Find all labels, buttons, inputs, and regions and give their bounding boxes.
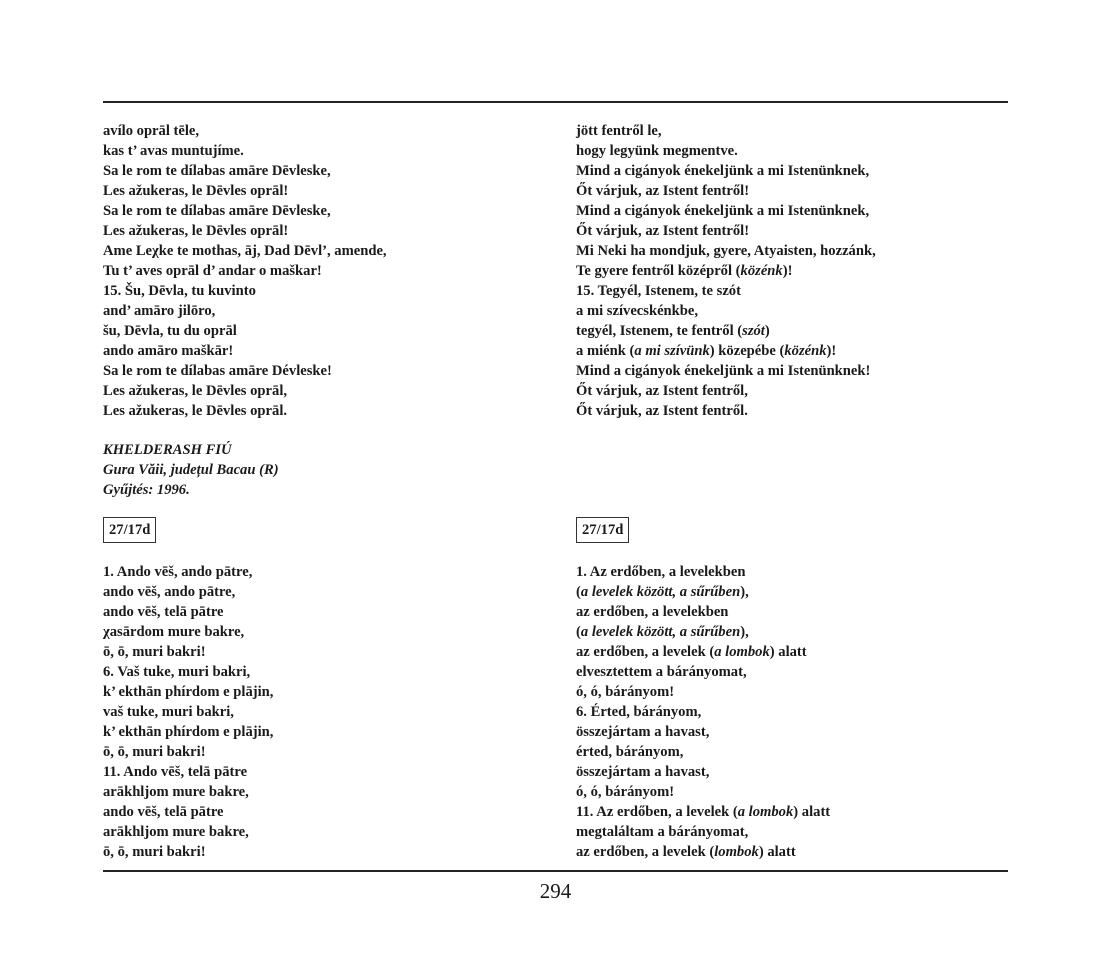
verse-line: Mind a cigányok énekeljünk a mi Istenünknek, (576, 203, 870, 219)
verse-line: avílo oprāl tēle, (103, 123, 200, 139)
romani-verses-top (103, 121, 523, 421)
verse-line: kas t’ avas muntujíme. (103, 143, 244, 159)
text-segment: ), (740, 584, 749, 600)
verse-line: megtaláltam a bárányomat, (576, 824, 749, 840)
italic-segment: lombok (714, 844, 759, 860)
text-segment: ) közepébe ( (709, 343, 785, 359)
text-segment: ( (576, 624, 581, 640)
verse-line: 6. Érted, bárányom, (576, 704, 702, 720)
italic-segment: közénk (784, 343, 827, 359)
verse-line: jött fentről le, (576, 123, 662, 139)
verse-line: Őt várjuk, az Istent fentről! (576, 183, 750, 199)
verse-line: ando vēš, ando pātre, (103, 584, 236, 600)
caption-collection-date: Gyűjtés: 1996. (103, 482, 190, 498)
verse-line: érted, bárányom, (576, 744, 684, 760)
verse-line (576, 642, 996, 662)
verse-line: šu, Dēvla, tu du oprāl (103, 323, 237, 339)
verse-line: ō, ō, muri bakri! (103, 844, 206, 860)
verse-line: χasārdom mure bakre, (103, 624, 245, 640)
italic-segment: közénk (740, 263, 783, 279)
text-segment: ) alatt (793, 804, 831, 820)
hungarian-verses-bottom (576, 562, 996, 862)
verse-line: az erdőben, a levelekben (576, 604, 729, 620)
verse-line (576, 261, 996, 281)
verse-line: ando vēš, telā pātre (103, 804, 224, 820)
text-segment: Te gyere fentről középről ( (576, 263, 741, 279)
verse-line (576, 622, 996, 642)
text-segment: a miénk ( (576, 343, 635, 359)
verse-line: a mi szívecskénkbe, (576, 303, 699, 319)
italic-segment: a lombok (714, 644, 770, 660)
italic-segment: a levelek között, a sűrűben (580, 584, 741, 600)
verse-line: Mi Neki ha mondjuk, gyere, Atyaisten, hozzánk, (576, 243, 876, 259)
text-segment: az erdőben, a levelek ( (576, 844, 715, 860)
verse-line: ō, ō, muri bakri! (103, 744, 206, 760)
hungarian-verses-top (576, 121, 996, 421)
verse-line: Les ažukeras, le Dēvles oprāl! (103, 223, 289, 239)
verse-line: ando amāro maškār! (103, 343, 234, 359)
caption-location: Gura Văii, județul Bacau (R) (103, 462, 279, 478)
verse-line: Les ažukeras, le Dēvles oprāl, (103, 383, 288, 399)
italic-segment: a levelek között, a sűrűben (580, 624, 741, 640)
text-segment: az erdőben, a levelek ( (576, 644, 715, 660)
verse-line: elvesztettem a bárányomat, (576, 664, 747, 680)
text-segment: ), (740, 624, 749, 640)
text-segment: 11. Az erdőben, a levelek ( (576, 804, 738, 820)
verse-line: k’ ekthān phírdom e plājin, (103, 724, 274, 740)
verse-line: Mind a cigányok énekeljünk a mi Istenünknek! (576, 363, 871, 379)
caption-title: KHELDERASH FIÚ (103, 442, 232, 458)
text-segment: ) alatt (758, 844, 796, 860)
verse-line: Őt várjuk, az Istent fentről, (576, 383, 748, 399)
verse-line: ando vēš, telā pātre (103, 604, 224, 620)
song-caption (103, 440, 523, 500)
verse-line: arākhljom mure bakre, (103, 824, 249, 840)
italic-segment: a mi szívünk (634, 343, 710, 359)
verse-line: Sa le rom te dílabas amāre Dévleske! (103, 363, 332, 379)
italic-segment: szót (742, 323, 765, 339)
verse-line: and’ amāro jilōro, (103, 303, 216, 319)
text-segment: ( (576, 584, 581, 600)
text-segment: tegyél, Istenem, te fentről ( (576, 323, 743, 339)
song-id-box-right: 27/17d (576, 517, 629, 543)
verse-line: összejártam a havast, (576, 724, 710, 740)
verse-line: hogy legyünk megmentve. (576, 143, 738, 159)
song-id-box-left: 27/17d (103, 517, 156, 543)
verse-line: Mind a cigányok énekeljünk a mi Istenünknek, (576, 163, 870, 179)
verse-line: ō, ō, muri bakri! (103, 644, 206, 660)
page-number: 294 (539, 879, 572, 903)
romani-verses-bottom (103, 562, 523, 862)
verse-line: Sa le rom te dílabas amāre Dēvleske, (103, 163, 331, 179)
verse-line: Őt várjuk, az Istent fentről! (576, 223, 750, 239)
verse-line: k’ ekthān phírdom e plājin, (103, 684, 274, 700)
verse-line (576, 842, 996, 862)
verse-line: ó, ó, bárányom! (576, 784, 675, 800)
verse-line: Tu t’ aves oprāl d’ andar o maškar! (103, 263, 322, 279)
verse-line: 1. Ando vēš, ando pātre, (103, 564, 253, 580)
verse-line: arākhljom mure bakre, (103, 784, 249, 800)
text-segment: ) alatt (769, 644, 807, 660)
text-segment: )! (782, 263, 793, 279)
verse-line: Ame Leχke te mothas, āj, Dad Dēvl’, amende, (103, 243, 387, 259)
verse-line: Les ažukeras, le Dēvles oprāl. (103, 403, 288, 419)
verse-line: 11. Ando vēš, telā pātre (103, 764, 248, 780)
verse-line: összejártam a havast, (576, 764, 710, 780)
verse-line: 6. Vaš tuke, muri bakri, (103, 664, 251, 680)
verse-line: ó, ó, bárányom! (576, 684, 675, 700)
bottom-rule (103, 870, 1008, 872)
verse-line: 15. Tegyél, Istenem, te szót (576, 283, 741, 299)
verse-line: 1. Az erdőben, a levelekben (576, 564, 746, 580)
verse-line (576, 321, 996, 341)
verse-line (576, 341, 996, 361)
verse-line: 15. Šu, Dēvla, tu kuvinto (103, 283, 256, 299)
verse-line (576, 802, 996, 822)
italic-segment: a lombok (737, 804, 794, 820)
verse-line: Őt várjuk, az Istent fentről. (576, 403, 748, 419)
top-rule (103, 101, 1008, 103)
verse-line: vaš tuke, muri bakri, (103, 704, 234, 720)
verse-line: Sa le rom te dílabas amāre Dēvleske, (103, 203, 331, 219)
text-segment: ) (764, 323, 770, 339)
text-segment: )! (826, 343, 837, 359)
verse-line (576, 582, 996, 602)
verse-line: Les ažukeras, le Dēvles oprāl! (103, 183, 289, 199)
